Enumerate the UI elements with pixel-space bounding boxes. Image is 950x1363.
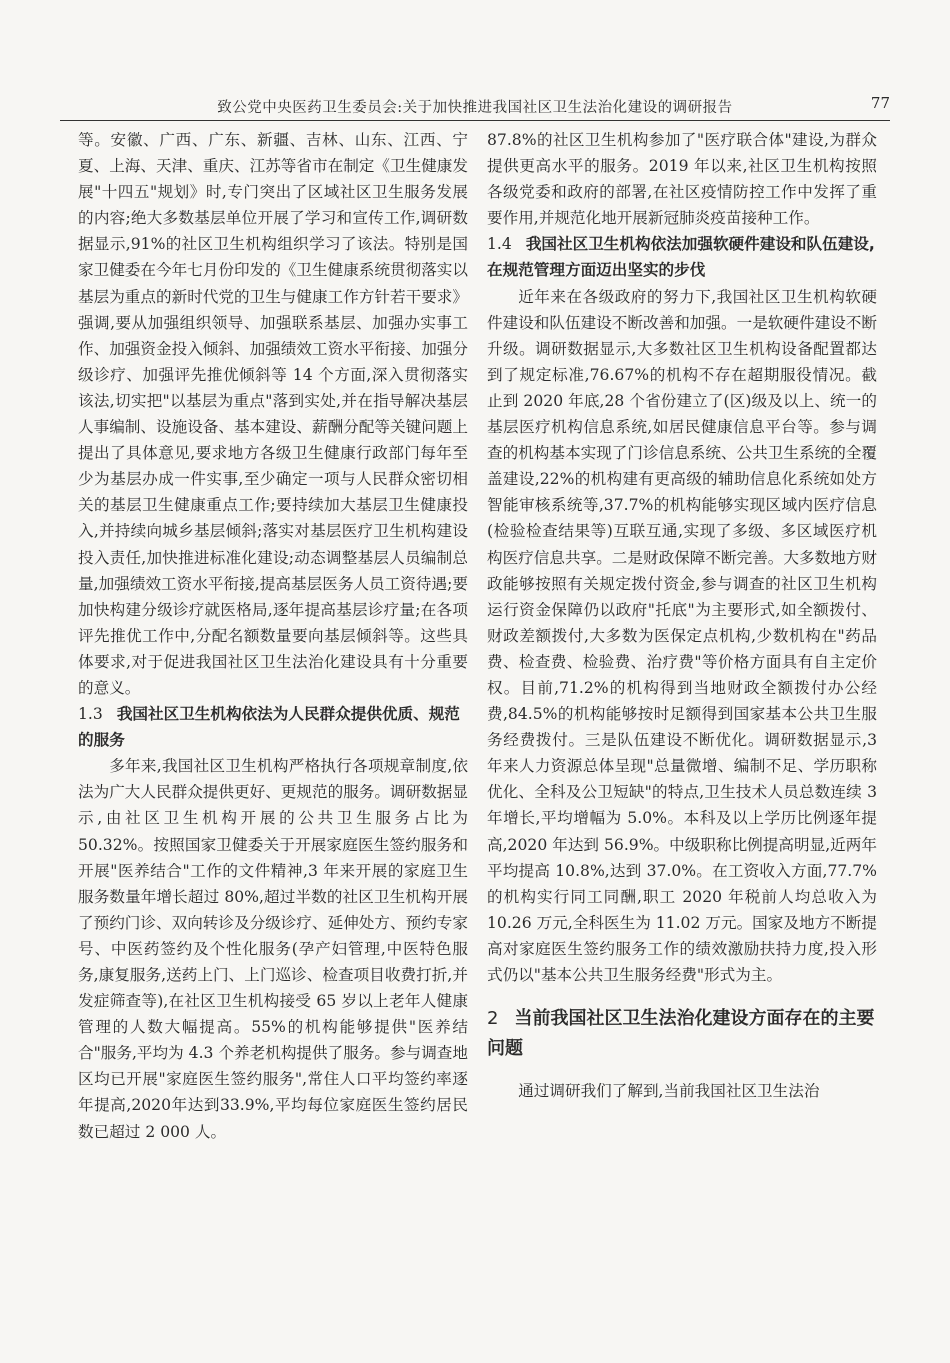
- section-number: 1.3: [78, 705, 103, 724]
- right-column: [487, 127, 877, 1104]
- paragraph: 通过调研我们了解到,当前我国社区卫生法治: [518, 1082, 820, 1101]
- section-title: 我国社区卫生机构依法加强软硬件建设和队伍建设,在规范管理方面迈出坚实的步伐: [487, 235, 875, 280]
- paragraph: 87.8%的社区卫生机构参加了"医疗联合体"建设,为群众提供更高水平的服务。2019 年以来,社区卫生机构按照各级党委和政府的部署,在社区疫情防控工作中发挥了重要作用,并规范化地开展新冠肺炎疫苗接种工作。: [487, 131, 877, 228]
- section-heading-1-3: [78, 701, 468, 753]
- section-title: 当前我国社区卫生法治化建设方面存在的主要问题: [487, 1008, 875, 1060]
- section-number: 1.4: [487, 235, 512, 254]
- section-heading-1-4: [487, 231, 877, 283]
- paragraph: 近年来在各级政府的努力下,我国社区卫生机构软硬件建设和队伍建设不断改善和加强。一是软硬件建设不断升级。调研数据显示,大多数社区卫生机构设备配置都达到了规定标准,76.67%的机构不存在超期服役情况。截止到 2020 年底,28 个省份建立了(区)级及以上、统一的基层医疗机构信息系统,如居民健康信息平台等。参与调查的机构基本实现了门诊信息系统、公共卫生系统的全覆盖建设,22%的机构建有更高级的辅助信息化系统如处方智能审核系统等,37.7%的机构能够实现区域内医疗信息(检验检查结果等)互联互通,实现了多级、多区域医疗机构医疗信息共享。二是财政保障不断完善。大多数地方财政能够按照有关规定拨付资金,参与调查的社区卫生机构运行资金保障仍以政府"托底"为主要形式,如全额拨付、财政差额拨付,大多数为医保定点机构,少数机构在"药品费、检查费、检验费、治疗费"等价格方面具有自主定价权。目前,71.2%的机构得到当地财政全额拨付办公经费,84.5%的机构能够按时足额得到国家基本公共卫生服务经费拨付。三是队伍建设不断优化。调研数据显示,3 年来人力资源总体呈现"总量微增、编制不足、学历职称优化、全科及公卫短缺"的特点,卫生技术人员总数连续 3 年增长,平均增幅为 5.0%。本科及以上学历比例逐年提高,2020 年达到 56.9%。中级职称比例提高明显,近两年平均提高 10.8%,达到 37.0%。在工资收入方面,77.7%的机构实行同工同酬,职工 2020 年税前人均总收入为 10.26 万元,全科医生为 11.02 万元。国家及地方不断提高对家庭医生签约服务工作的绩效激励扶持力度,投入形式仍以"基本公共卫生服务经费"形式为主。: [487, 287, 877, 984]
- section-title: 我国社区卫生机构依法为人民群众提供优质、规范的服务: [78, 705, 460, 750]
- paragraph: 多年来,我国社区卫生机构严格执行各项规章制度,依法为广大人民群众提供更好、更规范的服务。调研数据显示,由社区卫生机构开展的公共卫生服务占比为 50.32%。按照国家卫健委关于开展家庭医生签约服务和开展"医养结合"工作的文件精神,3 年来开展的家庭卫生服务数量年增长超过 80%,超过半数的社区卫生机构开展了预约门诊、双向转诊及分级诊疗、延伸处方、预约专家号、中医药签约及个性化服务(孕产妇管理,中医特色服务,康复服务,送药上门、上门巡诊、检查项目收费打折,并发症筛查等),在社区卫生机构接受 65 岁以上老年人健康管理的人数大幅提高。55%的机构能够提供"医养结合"服务,平均为 4.3 个养老机构提供了服务。参与调查地区均已开展"家庭医生签约服务",常住人口平均签约率逐年提高,2020年达到33.9%,平均每位家庭医生签约居民数已超过 2 000 人。: [78, 757, 468, 1141]
- left-column: [78, 127, 468, 1145]
- running-title: 致公党中央医药卫生委员会:关于加快推进我国社区卫生法治化建设的调研报告: [217, 100, 733, 116]
- running-header: [60, 92, 890, 121]
- section-heading-2: [487, 1004, 877, 1064]
- paragraph: 等。安徽、广西、广东、新疆、吉林、山东、江西、宁夏、上海、天津、重庆、江苏等省市在制定《卫生健康发展"十四五"规划》时,专门突出了区域社区卫生服务发展的内容;绝大多数基层单位开展了学习和宣传工作,调研数据显示,91%的社区卫生机构组织学习了该法。特别是国家卫健委在今年七月份印发的《卫生健康系统贯彻落实以基层为重点的新时代党的卫生与健康工作方针若干要求》强调,要从加强组织领导、加强联系基层、加强办实事工作、加强资金投入倾斜、加强绩效工资水平衔接、加强分级诊疗、加强评先推优倾斜等 14 个方面,深入贯彻落实该法,切实把"以基层为重点"落到实处,并在指导解决基层人事编制、设施设备、基本建设、薪酬分配等关键问题上提出了具体意见,要求地方各级卫生健康行政部门每年至少为基层办成一件实事,至少确定一项与人民群众密切相关的基层卫生健康重点工作;要持续加大基层卫生健康投入,并持续向城乡基层倾斜;落实对基层医疗卫生机构建设投入责任,加快推进标准化建设;动态调整基层人员编制总量,加强绩效工资水平衔接,提高基层医务人员工资待遇;要加快构建分级诊疗就医格局,逐年提高基层诊疗量;在各项评先推优工作中,分配名额数量要向基层倾斜等。这些具体要求,对于促进我国社区卫生法治化建设具有十分重要的意义。: [78, 131, 468, 697]
- section-number: 2: [487, 1008, 499, 1030]
- page-number: 77: [870, 94, 890, 112]
